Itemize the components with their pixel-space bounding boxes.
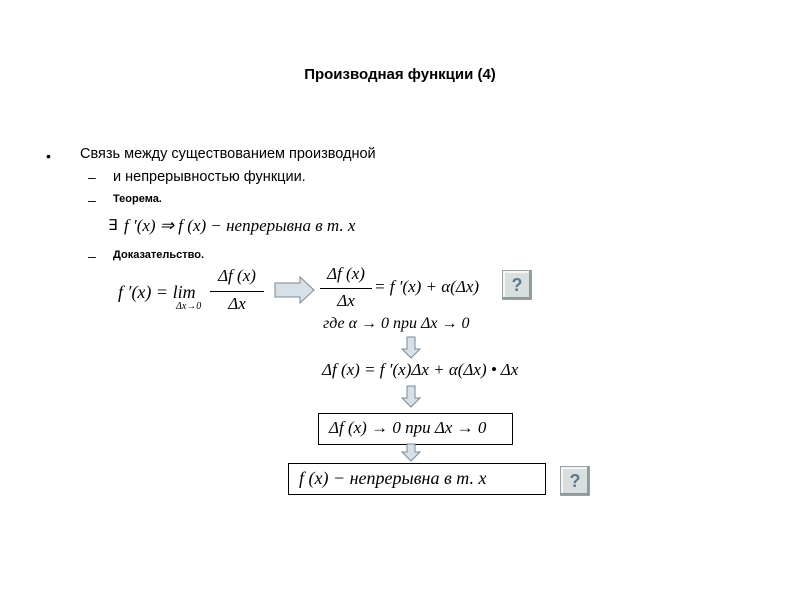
step1-rhs: = f ′(x) + α(Δx) xyxy=(374,277,480,296)
theorem-label: Теорема. xyxy=(113,193,162,205)
bullet-point-icon: • xyxy=(46,148,51,164)
step1-denominator: Δx xyxy=(337,291,355,310)
help-button-2[interactable]: ? xyxy=(560,466,590,496)
definition-numerator: Δf (x) xyxy=(218,266,256,285)
exists-symbol: ∃ xyxy=(108,218,118,234)
step3-text: Δf (x) → 0 при Δx → 0 xyxy=(329,418,487,437)
slide-title: Производная функции (4) xyxy=(304,66,496,83)
right-arrow-icon xyxy=(275,277,314,303)
definition-denominator: Δx xyxy=(228,294,246,313)
dash-marker-2: – xyxy=(88,192,96,208)
down-arrow-icon-3 xyxy=(402,444,420,461)
bullet-text-line2: и непрерывностью функции. xyxy=(113,169,306,185)
down-arrow-icon-1 xyxy=(402,337,420,358)
step1-numerator: Δf (x) xyxy=(327,264,365,283)
dash-marker-3: – xyxy=(88,248,96,264)
theorem-formula: f ′(x) ⇒ f (x) − непрерывна в т. x xyxy=(124,216,356,235)
limit-subscript: Δx→0 xyxy=(176,301,202,312)
down-arrow-icon-2 xyxy=(402,386,420,407)
step2-equation: Δf (x) = f ′(x)Δx + α(Δx) • Δx xyxy=(322,360,519,379)
derivative-lhs: f ′(x) = lim xyxy=(118,282,196,302)
where-condition: где α → 0 при Δx → 0 xyxy=(323,315,470,332)
proof-label: Доказательство. xyxy=(113,249,205,261)
bullet-text-line1: Связь между существованием производной xyxy=(80,146,376,162)
help-button-1[interactable]: ? xyxy=(502,270,532,300)
dash-marker-1: – xyxy=(88,169,96,185)
conclusion-text: f (x) − непрерывна в т. x xyxy=(299,468,487,488)
